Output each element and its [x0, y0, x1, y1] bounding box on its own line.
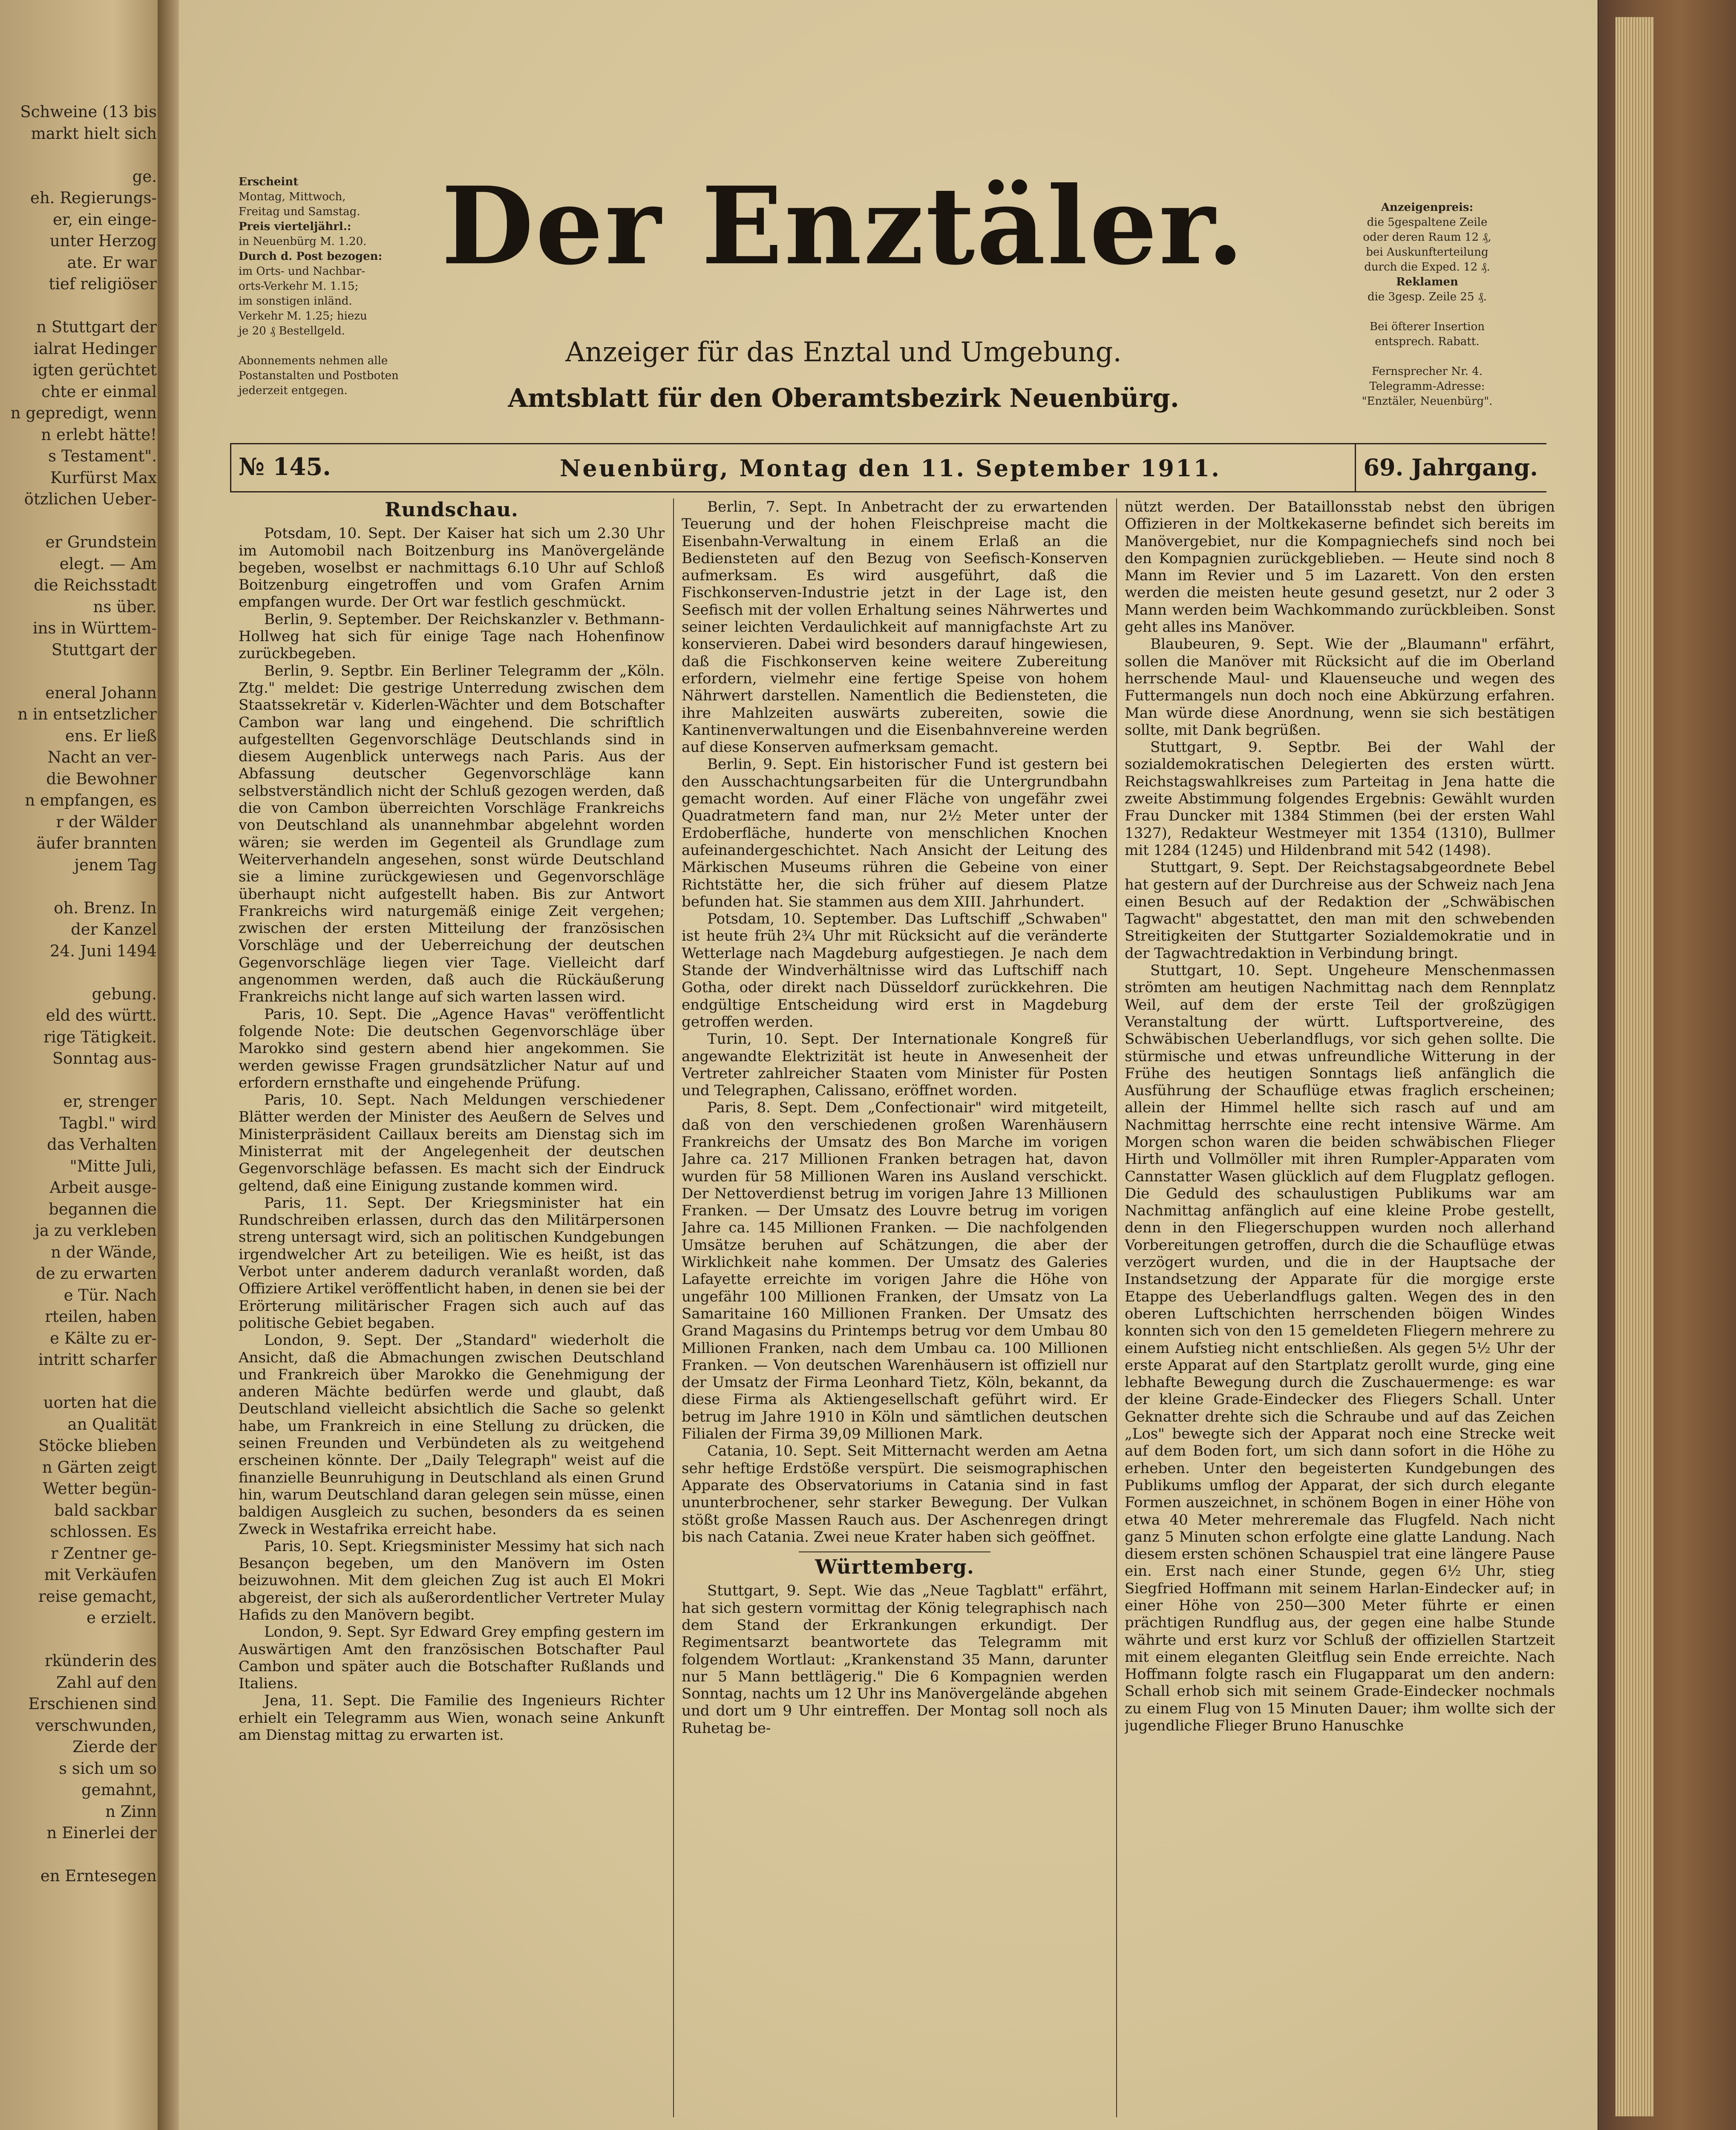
article-paragraph: Berlin, 9. Septbr. Ein Berliner Telegramm der „Köln. Ztg." meldet: Die gestrige Unterredung zwischen dem Staatssekretär v. Kiderlen-Wächter und dem Botschafter Cambon war lang und eingehend. Die schriftlich aufgestellten Gegenvorschläge Deutschlands sind in diesem Augenblick unterwegs nach Paris. Aus der Abfassung deutscher Gegenvorschläge kann selbstverständlich nicht der Schluß gezogen werden, daß die von Cambon überreichten Vorschläge Frankreichs von Deutschland als unannehmbar abgelehnt worden wären; sie werden im Gegenteil als Grundlage zum Weiterverhandeln angesehen, sonst würde Deutschland sie a limine zurückgewiesen und Gegenvorschläge überhaupt nicht aufgestellt haben. Bis zur Antwort Frankreichs wird naturgemäß einige Zeit vergehen; zwischen der ersten Mitteilung der französischen Vorschläge und der Ueberreichung der deutschen Gegenvorschläge liegen vier Tage. Vielleicht darf angenommen werden, daß auch die Rückäußerung Frankreichs nicht lange auf sich warten lassen wird. — [239, 662, 665, 1006]
previous-page-text-line: rteilen, haben — [45, 1307, 157, 1326]
previous-page-text-line: s sich um so — [59, 1759, 157, 1778]
previous-page-text-line — [3, 877, 157, 896]
section-heading-wuerttemberg: Württemberg. — [815, 1555, 974, 1579]
info-line: Abonnements nehmen alle — [239, 354, 388, 367]
previous-page-text-line: die Reichsstadt — [34, 576, 157, 594]
masthead-official-gazette: Amtsblatt für den Oberamtsbezirk Neuenbürg. — [508, 383, 1179, 413]
column-rule — [673, 498, 674, 2117]
previous-page-edge — [0, 0, 162, 2130]
article-paragraph: London, 9. Sept. Der „Standard" wiederholt die Ansicht, daß die Abmachungen zwischen Deutschland und Frankreich über Marokko die Genehmigung der anderen Mächte bedürfen werde und glaubt, daß Deutschland vielleicht absichtlich die Sache so gelenkt habe, um Frankreich in eine Stellung zu drücken, die seinen Freunden und Verbündeten als zu weitgehend erscheinen könnte. Der „Daily Telegraph" weist auf die finanzielle Beunruhigung in Deutschland als einen Grund hin, warum Deutschland daran gelegen sein müsse, einen baldigen Ausgleich zu suchen, besonders da es seinen Zweck in Westafrika erreicht habe. — [239, 1332, 665, 1538]
issue-number: № 145. — [239, 453, 331, 481]
masthead-title: Der Enztäler. — [441, 163, 1246, 288]
info-line: bei Auskunfterteilung — [1366, 246, 1488, 259]
info-line: die 3gesp. Zeile 25 ₰. — [1367, 291, 1487, 303]
info-line: Durch d. Post bezogen: — [239, 250, 383, 263]
info-line: Verkehr M. 1.25; hiezu — [239, 310, 367, 322]
previous-page-text-line — [3, 662, 157, 681]
previous-page-text-line: de zu erwarten — [35, 1264, 157, 1283]
article-paragraph: Catania, 10. Sept. Seit Mitternacht werden am Aetna sehr heftige Erdstöße verspürt. Die seismographischen Apparate des Observatoriums in Catania sind in fast ununterbrochener, sehr starker Bewegung. Der Vulkan stößt große Massen Rauch aus. Der Aschenregen dringt bis nach Catania. Zwei neue Krater haben sich geöffnet. — [682, 1442, 1108, 1546]
info-line: oder deren Raum 12 ₰, — [1363, 231, 1491, 244]
previous-page-text-line: n erlebt hätte! — [41, 425, 157, 444]
info-line: in Neuenbürg M. 1.20. — [239, 235, 367, 248]
previous-page-text-line: elegt. — Am — [59, 554, 157, 573]
previous-page-text-line: gemahnt, — [81, 1781, 157, 1799]
previous-page-text-line: n Einerlei der — [46, 1824, 157, 1842]
previous-page-text-line: Sonntag aus- — [52, 1049, 157, 1068]
previous-page-text-line: n empfangen, es — [25, 791, 157, 809]
info-line: Preis vierteljährl.: — [239, 220, 351, 233]
info-line: entsprech. Rabatt. — [1375, 335, 1480, 348]
previous-page-text-line: igten gerüchtet — [32, 361, 157, 379]
previous-page-text-line: der Kanzel — [71, 920, 157, 938]
previous-page-text-line: Erschienen sind — [28, 1695, 157, 1713]
advertising-rates-box — [1342, 200, 1512, 409]
previous-page-text-line: Wetter begün- — [43, 1479, 157, 1498]
previous-page-text-line: ate. Er war — [67, 253, 157, 272]
previous-page-text-line: er, strenger — [63, 1092, 157, 1111]
previous-page-text-line: markt hielt sich — [31, 124, 157, 143]
previous-page-text-line: "Mitte Juli, — [69, 1157, 157, 1175]
previous-page-text-line: n Zinn — [105, 1802, 157, 1821]
info-line: Bei öfterer Insertion — [1369, 320, 1485, 333]
article-paragraph: Paris, 10. Sept. Nach Meldungen verschiedener Blätter werden der Minister des Aeußern de Selves und Ministerpräsident Caillaux bereits am Dienstag sich im Ministerrat mit der Angelegenheit der deutschen Gegenvorschläge befassen. Es macht sich der Eindruck geltend, daß eine Einigung zustande kommen wird. — [239, 1091, 665, 1195]
dateline-rule — [1355, 444, 1356, 491]
previous-page-text-line: e Kälte zu er- — [50, 1329, 157, 1347]
previous-page-text-line: eh. Regierungs- — [30, 189, 157, 207]
previous-page-text-line: en Erntesegen — [40, 1867, 157, 1885]
info-line: Montag, Mittwoch, — [239, 190, 346, 203]
previous-page-text-line: intritt scharfer — [38, 1350, 157, 1369]
book-spine-edge — [1598, 0, 1736, 2130]
previous-page-text-line: er Grundstein — [45, 533, 157, 551]
subscription-info-box — [239, 175, 399, 398]
info-line: Reklamen — [1396, 276, 1458, 288]
previous-page-text-line: jenem Tag — [74, 855, 157, 874]
column-3 — [1125, 498, 1555, 2117]
article-paragraph: Potsdam, 10. September. Das Luftschiff „Schwaben" ist heute früh 2¾ Uhr mit Rücksicht auf die veränderte Wetterlage nach Magdeburg aufgestiegen. Je nach dem Stande der Windverhältnisse wird das Luftschiff nach Gotha, oder direkt nach Düsseldorf zurückkehren. Die endgültige Entscheidung wird erst in Magdeburg getroffen werden. — [682, 910, 1108, 1030]
previous-page-text-line: uorten hat die — [43, 1393, 157, 1412]
dateline-rule — [230, 444, 231, 491]
column-rule — [1116, 498, 1117, 2117]
info-line: Freitag und Samstag. — [239, 205, 360, 218]
previous-page-text-line: an Qualität — [67, 1415, 157, 1433]
previous-page-text-line: das Verhalten — [47, 1135, 157, 1154]
info-line: Anzeigenpreis: — [1381, 201, 1474, 214]
previous-page-text-line: r der Wälder — [56, 812, 157, 831]
info-line: die 5gespaltene Zeile — [1367, 216, 1488, 229]
previous-page-text-line: n in entsetzlicher — [17, 705, 157, 723]
previous-page-text-line — [3, 963, 157, 982]
previous-page-text-line: n der Wände, — [51, 1243, 157, 1261]
article-paragraph: Stuttgart, 10. Sept. Ungeheure Menschenmassen strömten am heutigen Nachmittag nach dem Rennplatz Weil, auf dem der erste Teil der großzügigen Veranstaltung der württ. Luftsportvereine, des Schwäbischen Ueberlandflugs, vor sich gehen sollte. Die stürmische und etwas unfreundliche Witterung in der Frühe des heutigen Sonntags ließ anfänglich die Ausführung der Schauflüge etwas fraglich erscheinen; allein der Himmel hellte sich rasch auf und am Nachmittag herrschte eine recht intensive Wärme. Am Morgen schon waren die beiden schwäbischen Flieger Hirth und Vollmöller mit ihren Rumpler-Apparaten vom Cannstatter Wasen glücklich auf dem Flugplatz geflogen. Die Geduld des schaulustigen Publikums war am Nachmittag anfänglich auf eine kleine Probe gestellt, denn in den Fliegerschuppen wurden noch allerhand Vorbereitungen getroffen, durch die die Schauflüge etwas verzögert wurden, und die in der Hauptsache der Instandsetzung der Apparate für die morgige erste Etappe des Ueberlandflugs galten. Wegen des in den oberen Luftschichten herrschenden böigen Windes konnten sich von den 15 gemeldeten Fliegern mehrere zu einem Aufstieg nicht entschließen. Als gegen 5½ Uhr der erste Apparat auf den Startplatz gerollt wurde, ging eine lebhafte Bewegung durch die Zuschauermenge: es war der kleine Grade-Eindecker des Fliegers Schall. Unter Geknatter drehte sich die Schraube und auf das Zeichen „Los" bewegte sich der Apparat noch eine Strecke weit auf dem Boden fort, um sich dann sofort in die Höhe zu erheben. Unter den begeisterten Kundgebungen des Publikums umflog der Apparat, der sich durch elegante Formen auszeichnet, in schönem Bogen in einer Höhe von etwa 40 Meter mehreremale das Flugfeld. Nach nicht ganz 5 Minuten schon erfolgte eine glatte Landung. Nach diesem ersten schönen Schauspiel trat eine längere Pause ein. Erst nach einer Stunde, gegen 6½ Uhr, stieg Siegfried Hoffmann mit seinem Harlan-Eindecker auf; in einer Höhe von 250—300 Meter führte er einen prächtigen Rundflug aus, der gegen eine halbe Stunde währte und erst kurz vor Schluß der offiziellen Startzeit mit einem eleganten Gleitflug sein Ende erreichte. Nach Hoffmann folgte rasch ein Flugapparat um den andern: Schall erhob sich mit seinem Grade-Eindecker nochmals zu einem Flug von 15 Minuten Dauer; ihm wollte sich der jugendliche Flieger Bruno Hanuschke — [1125, 962, 1555, 1735]
article-paragraph: Paris, 11. Sept. Der Kriegsminister hat ein Rundschreiben erlassen, durch das den Militärpersonen streng untersagt wird, sich an politischen Kundgebungen irgendwelcher Art zu beteiligen. Wie es heißt, ist das Verbot unter anderem dadurch veranlaßt worden, daß Offiziere Artikel veröffentlicht haben, in denen sie bei der Erörterung militärischer Fragen sich auch auf das politische Gebiet begaben. — [239, 1194, 665, 1332]
previous-page-text-line: rige Tätigkeit. — [43, 1028, 157, 1046]
previous-page-text-line: unter Herzog — [49, 232, 157, 250]
info-line: orts-Verkehr M. 1.15; — [239, 280, 359, 293]
previous-page-text-line — [3, 511, 157, 530]
article-paragraph: London, 9. Sept. Syr Edward Grey empfing gestern im Auswärtigen Amt den französischen Botschafter Paul Cambon und später auch die Botschafter Rußlands und Italiens. — [239, 1623, 665, 1692]
previous-page-text-line: 24. Juni 1494 — [50, 941, 157, 960]
info-line — [239, 339, 392, 354]
info-line: Erscheint — [239, 176, 299, 188]
article-paragraph: nützt werden. Der Bataillonsstab nebst den übrigen Offizieren in der Moltkekaserne befindet sich bereits im Manövergebiet, nur die Kompagniechefs sind noch bei den Kompagnien zurückgeblieben. — Heute sind noch 8 Mann im Revier und 5 im Lazarett. Von den ersten werden die meisten heute gesund gesetzt, nur 2 oder 3 Mann werden beim Wachkommando zurückbleiben. Sonst geht alles ins Manöver. — [1125, 498, 1555, 636]
previous-page-text-line: ns über. — [93, 597, 157, 616]
previous-page-text-line: er, ein einge- — [52, 210, 157, 229]
previous-page-text-line — [3, 145, 157, 164]
volume-year: 69. Jahrgang. — [1363, 454, 1538, 481]
previous-page-text-line: e Tür. Nach — [63, 1286, 157, 1304]
column-1 — [239, 498, 665, 2117]
previous-page-text-line: mit Verkäufen — [44, 1566, 157, 1584]
previous-page-text-line: Tagbl." wird — [59, 1114, 157, 1132]
dateline-bar — [230, 443, 1546, 492]
previous-page-text-line: rkünderin des — [44, 1652, 157, 1670]
info-line: jederzeit entgegen. — [239, 384, 348, 397]
info-line: im sonstigen inländ. — [239, 295, 352, 308]
info-line: "Enztäler, Neuenbürg". — [1362, 395, 1493, 408]
previous-page-text-line: die Bewohner — [46, 769, 157, 788]
previous-page-text-line: r Zentner ge- — [50, 1544, 157, 1563]
masthead-subtitle: Anzeiger für das Enztal und Umgebung. — [565, 337, 1122, 368]
previous-page-text-line — [3, 1372, 157, 1391]
previous-page-text-line: oh. Brenz. In — [54, 898, 157, 917]
previous-page-text-line: chte er einmal — [41, 382, 157, 401]
previous-page-text-line: Stöcke blieben — [38, 1436, 157, 1455]
previous-page-text-line: Zierde der — [72, 1738, 157, 1756]
info-line: Postanstalten und Postboten — [239, 369, 399, 382]
info-line: durch die Exped. 12 ₰. — [1364, 261, 1490, 273]
info-line — [1342, 349, 1512, 364]
article-paragraph: Stuttgart, 9. Septbr. Bei der Wahl der sozialdemokratischen Delegierten des ersten württ. Reichstagswahlkreises zum Parteitag in Jena hatte die zweite Abstimmung folgendes Ergebnis: Gewählt wurden Frau Duncker mit 1384 Stimmen (bei der ersten Wahl 1327), Redakteur Westmeyer mit 1354 (1310), Bullmer mit 1284 (1245) und Hildenbrand mit 542 (1498). — [1125, 739, 1555, 859]
previous-page-text-line: ge. — [132, 167, 157, 186]
info-line: im Orts- und Nachbar- — [239, 265, 366, 278]
previous-page-text-line: Nacht an ver- — [47, 748, 157, 766]
previous-page-text-line: begannen die — [49, 1200, 157, 1218]
previous-page-text-line: Schweine (13 bis — [20, 103, 157, 121]
info-line — [1342, 305, 1512, 320]
article-paragraph: Turin, 10. Sept. Der Internationale Kongreß für angewandte Elektrizität ist heute in Anwesenheit der Vertreter zahlreicher Staaten vom Minister für Posten und Telegraphen, Calissano, eröffnet worden. — [682, 1030, 1108, 1100]
previous-page-text-line: n gepredigt, wenn — [10, 404, 157, 422]
previous-page-text-line: eneral Johann — [45, 683, 157, 702]
article-paragraph: Paris, 8. Sept. Dem „Confectionair" wird mitgeteilt, daß von den verschiedenen großen Warenhäusern Frankreichs der Umsatz des Bon Marche im vorigen Jahre ca. 217 Millionen Franken betragen hat, davon wurden für 58 Millionen Waren ins Ausland verschickt. Der Nettoverdienst betrug im vorigen Jahre 13 Millionen Franken. — Der Umsatz des Louvre betrug im vorigen Jahre ca. 145 Millionen Franken. — Die nachfolgenden Umsätze beruhen auf Schätzungen, die aber der Wirklichkeit nahe kommen. Der Umsatz des Galeries Lafayette erreichte im vorigen Jahre die Höhe von ungefähr 100 Millionen Franken, der Umsatz von La Samaritaine 160 Millionen Franken. Der Umsatz des Grand Magasins du Printemps betrug vor dem Umbau 80 Millionen Franken, nach dem Umbau ca. 100 Millionen Franken. — Von deutschen Warenhäusern ist offiziell nur der Umsatz der Firma Leonhard Tietz, Köln, bekannt, da diese Firma als Aktiengesellschaft geführt wird. Er betrug im Jahre 1910 in Köln und sämtlichen deutschen Filialen der Firma 39,09 Millionen Mark. — [682, 1099, 1108, 1443]
info-line: je 20 ₰ Bestellgeld. — [239, 325, 345, 337]
newspaper-page — [179, 0, 1598, 2130]
previous-page-text-line: Zahl auf den — [56, 1673, 157, 1692]
previous-page-text-line: ötzlichen Ueber- — [24, 490, 157, 508]
issue-date: Neuenbürg, Montag den 11. September 1911. — [560, 455, 1221, 482]
previous-page-text-line: äufer brannten — [36, 834, 157, 852]
article-paragraph: Jena, 11. Sept. Die Familie des Ingenieurs Richter erhielt ein Telegramm aus Wien, wonach seine Ankunft am Dienstag mittag zu erwarten ist. — [239, 1692, 665, 1744]
previous-page-text-line: bald sackbar — [54, 1501, 157, 1520]
previous-page-text-line: ens. Er ließ — [65, 726, 157, 745]
previous-page-text-line: gebung. — [92, 984, 157, 1003]
previous-page-text-line: tief religiöser — [49, 275, 157, 293]
previous-page-text-line: Kurfürst Max — [50, 468, 157, 487]
article-paragraph: Berlin, 9. Sept. Ein historischer Fund ist gestern bei den Ausschachtungsarbeiten für die Untergrundbahn gemacht worden. Auf einer Fläche von ungefähr zwei Quadratmetern fand man, nur 2½ Meter unter der Erdoberfläche, hunderte von menschlichen Knochen aufeinandergeschichtet. Nach Ansicht der Leitung des Märkischen Museums rühren die Gebeine von einer Richtstätte her, die sich früher auf diesem Platze befunden hat. Sie stammen aus dem XIII. Jahrhundert. — [682, 756, 1108, 910]
previous-page-text-line: s Testament". — [48, 447, 157, 465]
page-stack — [1615, 17, 1654, 2116]
previous-page-text-line: ja zu verkleben — [35, 1221, 157, 1240]
previous-page-text-line: Stuttgart der — [51, 640, 157, 659]
previous-page-text-line — [3, 296, 157, 315]
previous-page-text-line: schlossen. Es — [50, 1523, 157, 1541]
previous-page-text-line: e erzielt. — [86, 1609, 157, 1627]
previous-page-text-line: ialrat Hedinger — [34, 339, 157, 358]
article-paragraph: Stuttgart, 9. Sept. Der Reichstagsabgeordnete Bebel hat gestern auf der Durchreise aus der Schweiz nach Jena einen Besuch auf der Redaktion der „Schwäbischen Tagwacht" abgestattet, den man mit den schwebenden Streitigkeiten der Stuttgarter Sozialdemokratie und in der Tagwachtredaktion in Verbindung bringt. — [1125, 859, 1555, 962]
previous-page-text-line: Arbeit ausge- — [49, 1178, 157, 1197]
previous-page-text-line: eld des württ. — [46, 1006, 157, 1025]
article-paragraph: Berlin, 9. September. Der Reichskanzler v. Bethmann-Hollweg hat sich für einige Tage nach Hohenfinow zurückbegeben. — [239, 610, 665, 662]
article-paragraph: Paris, 10. Sept. Kriegsminister Messimy hat sich nach Besançon begeben, um den Manövern im Osten beizuwohnen. Mit dem gleichen Zug ist auch El Mokri abgereist, der sich als außerordentlicher Vertreter Mulay Hafids zu den Manövern begibt. — [239, 1537, 665, 1623]
article-paragraph: Paris, 10. Sept. Die „Agence Havas" veröffentlicht folgende Note: Die deutschen Gegenvorschläge über Marokko sind gestern abend hier angekommen. Sie werden gewisse Fragen grundsätzlicher Natur auf und erfordern ernsthafte und eingehende Prüfung. — [239, 1005, 665, 1091]
previous-page-text-line: verschwunden, — [35, 1716, 157, 1735]
section-heading-rundschau: Rundschau. — [385, 498, 518, 521]
previous-page-text-line: n Gärten zeigt — [42, 1458, 157, 1477]
article-paragraph: Stuttgart, 9. Sept. Wie das „Neue Tagblatt" erfährt, hat sich gestern vormittag der König telegraphisch nach dem Stand der Erkrankungen erkundigt. Der Regimentsarzt beantwortete das Telegramm mit folgendem Wortlaut: „Krankenstand 35 Mann, darunter nur 5 Mann bettlägerig." Die 6 Kompagnien werden Sonntag, nachts um 12 Uhr ins Manövergelände abgehen und dort um 9 Uhr eintreffen. Der Montag soll noch als Ruhetag be- — [682, 1582, 1108, 1737]
article-paragraph: Blaubeuren, 9. Sept. Wie der „Blaumann" erfährt, sollen die Manöver mit Rücksicht auf die im Oberland herrschende Maul- und Klauenseuche und wegen des Futtermangels nun doch noch eine Abkürzung erfahren. Man würde diese Anordnung, wenn sie sich bestätigen sollte, mit Dank begrüßen. — [1125, 636, 1555, 739]
info-line: Fernsprecher Nr. 4. — [1371, 365, 1483, 378]
previous-page-text-line: n Stuttgart der — [36, 318, 157, 336]
section-rule — [799, 1551, 990, 1552]
article-paragraph: Berlin, 7. Sept. In Anbetracht der zu erwartenden Teuerung und der hohen Fleischpreise macht die Eisenbahn-Verwaltung in einem Erlaß an die Bediensteten auf den Bezug von Seefisch-Konserven aufmerksam. Es wird ausgeführt, daß die Fischkonserven-Industrie jetzt in der Lage ist, den Seefisch mit der vollen Erhaltung seines Nährwertes und seiner leichten Verdaulichkeit auf mannigfachste Art zu konservieren. Dabei wird besonders darauf hingewiesen, daß die Fischkonserven keine weitere Zubereitung erfordern, vielmehr eine fertige Speise von hohem Nährwert darstellen. Namentlich die Bediensteten, die ihre Mahlzeiten auswärts zubereiten, sowie die Kantinenverwaltungen und die Eisenbahnvereine werden auf diese Konserven aufmerksam gemacht. — [682, 498, 1108, 756]
column-2 — [682, 498, 1108, 2117]
article-paragraph: Potsdam, 10. Sept. Der Kaiser hat sich um 2.30 Uhr im Automobil nach Boitzenburg ins Manövergelände begeben, woselbst er nachmittags 6.10 Uhr auf Schloß Boitzenburg eingetroffen und vom Grafen Arnim empfangen wurde. Der Ort war festlich geschmückt. — [239, 525, 665, 611]
previous-page-text-line — [3, 1845, 157, 1864]
info-line: Telegramm-Adresse: — [1369, 380, 1485, 393]
previous-page-text-line — [3, 1630, 157, 1649]
previous-page-text-line — [3, 1071, 157, 1090]
previous-page-text-line: ins in Württem- — [32, 619, 157, 637]
previous-page-text-line: reise gemacht, — [38, 1587, 157, 1606]
